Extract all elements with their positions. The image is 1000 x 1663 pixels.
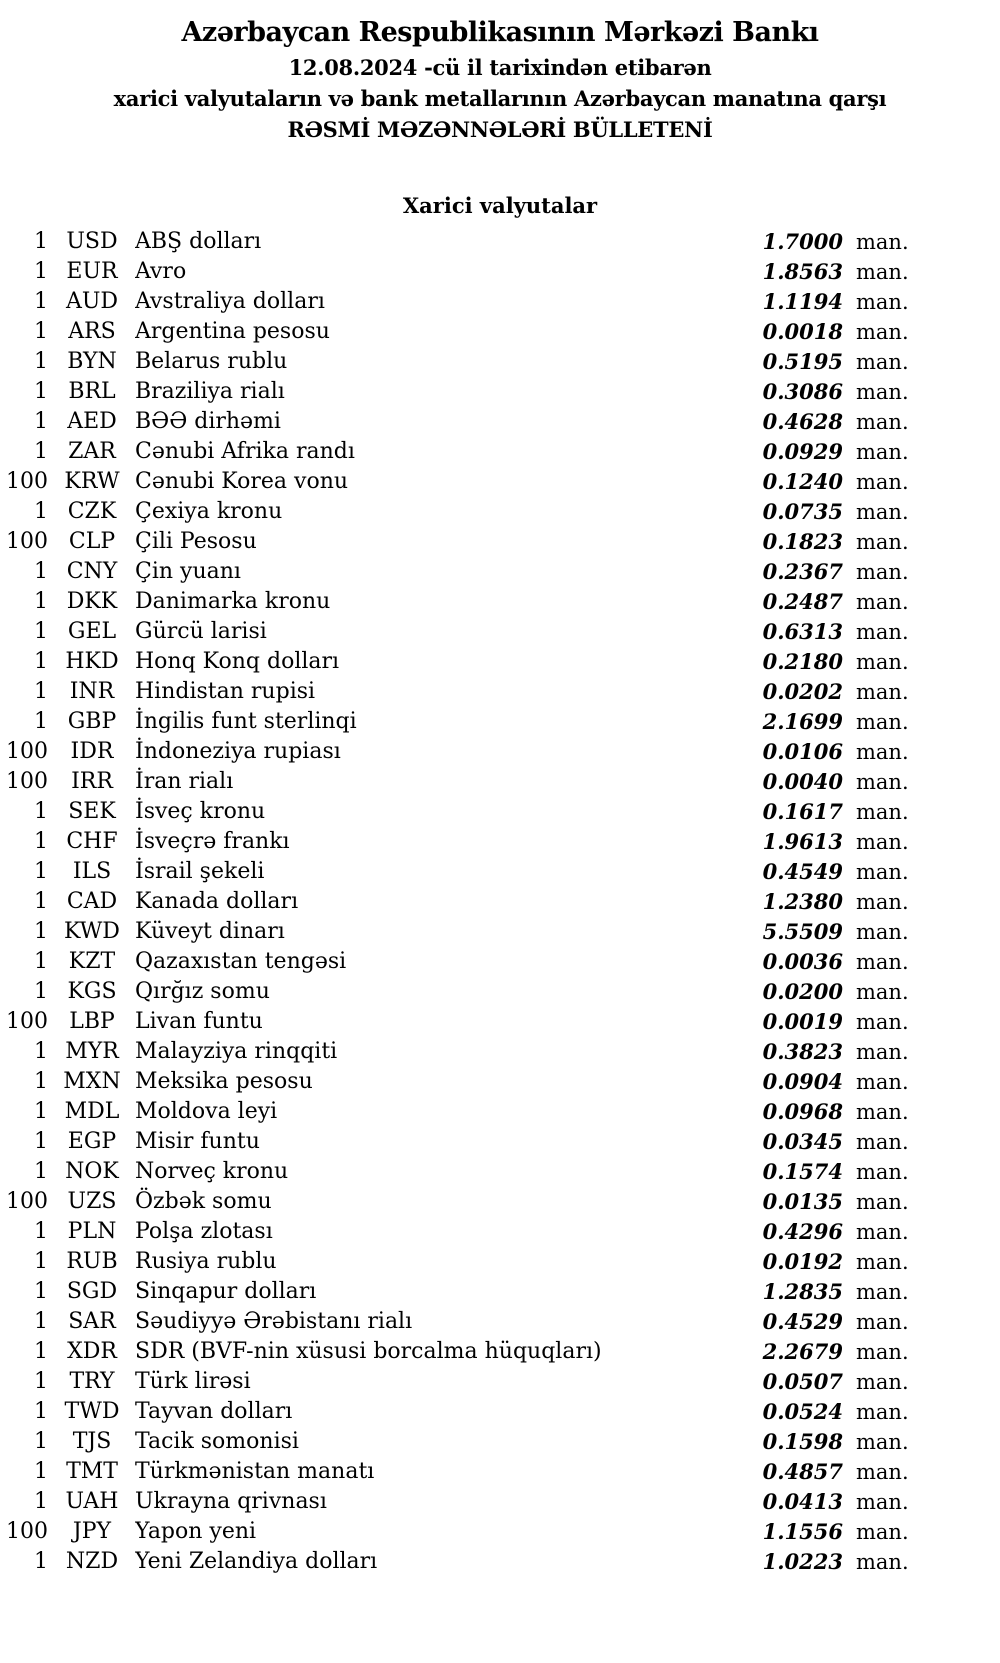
rate-row <box>0 947 1000 977</box>
currency-name: Yapon yeni <box>135 1519 257 1544</box>
currency-rate: 1.7000 <box>762 229 843 254</box>
currency-rate: 0.1574 <box>762 1159 843 1184</box>
currency-quantity: 1 <box>34 829 48 854</box>
currency-rate: 0.0735 <box>762 499 843 524</box>
currency-quantity: 1 <box>34 1369 48 1394</box>
currency-name: Sinqapur dolları <box>135 1279 317 1304</box>
currency-code: SAR <box>68 1309 116 1334</box>
currency-name: ABŞ dolları <box>135 229 262 254</box>
currency-name: Malayziya rinqqiti <box>135 1039 338 1064</box>
currency-code: CAD <box>66 889 118 914</box>
bank-title: Azərbaycan Respublikasının Mərkəzi Bankı <box>181 17 819 48</box>
currency-rate: 0.2367 <box>762 559 843 584</box>
currency-code: EGP <box>67 1129 117 1154</box>
rate-row <box>0 647 1000 677</box>
unit-label: man. <box>856 950 909 974</box>
currency-name: Türk lirəsi <box>135 1369 251 1394</box>
currency-quantity: 1 <box>34 1339 48 1364</box>
currency-code: GBP <box>67 709 117 734</box>
currency-quantity: 1 <box>34 1099 48 1124</box>
currency-quantity: 1 <box>34 979 48 1004</box>
unit-label: man. <box>856 620 909 644</box>
unit-label: man. <box>856 230 909 254</box>
currency-code: NZD <box>65 1549 119 1574</box>
rate-row <box>0 467 1000 497</box>
currency-quantity: 1 <box>34 949 48 974</box>
currency-rate: 2.1699 <box>762 709 843 734</box>
section-title-foreign-currencies: Xarici valyutalar <box>402 193 598 218</box>
unit-label: man. <box>856 560 909 584</box>
currency-rate: 0.4857 <box>762 1459 843 1484</box>
currency-name: İsveçrə frankı <box>135 829 290 854</box>
currency-name: Ukrayna qrivnası <box>135 1489 327 1514</box>
currency-name: Özbək somu <box>135 1189 272 1214</box>
currency-quantity: 1 <box>34 1549 48 1574</box>
currency-quantity: 1 <box>34 1309 48 1334</box>
currency-name: İngilis funt sterlinqi <box>135 709 357 734</box>
currency-rate: 1.1556 <box>762 1519 843 1544</box>
currency-code: UAH <box>65 1489 119 1514</box>
unit-label: man. <box>856 410 909 434</box>
rate-row <box>0 677 1000 707</box>
rate-row <box>0 737 1000 767</box>
currency-code: TJS <box>72 1429 112 1454</box>
rate-row <box>0 1367 1000 1397</box>
currency-code: CNY <box>66 559 118 584</box>
unit-label: man. <box>856 1310 909 1334</box>
unit-label: man. <box>856 350 909 374</box>
currency-code: SGD <box>66 1279 118 1304</box>
currency-name: Belarus rublu <box>135 349 288 374</box>
currency-rate: 0.2180 <box>762 649 843 674</box>
subject-line: xarici valyutaların və bank metallarının Azərbaycan manatına qarşı <box>113 86 887 111</box>
currency-code: TRY <box>69 1369 115 1394</box>
currency-name: BƏƏ dirhəmi <box>135 409 281 434</box>
rate-row <box>0 1517 1000 1547</box>
rate-row <box>0 977 1000 1007</box>
unit-label: man. <box>856 260 909 284</box>
rate-row <box>0 1277 1000 1307</box>
currency-rate: 1.0223 <box>762 1549 843 1574</box>
currency-rate: 0.0106 <box>762 739 843 764</box>
currency-code: IRR <box>71 769 113 794</box>
rate-row <box>0 1127 1000 1157</box>
currency-rate: 0.3823 <box>762 1039 843 1064</box>
currency-quantity: 1 <box>34 589 48 614</box>
currency-code: BYN <box>67 349 117 374</box>
currency-rate: 0.0507 <box>762 1369 843 1394</box>
currency-code: KWD <box>64 919 120 944</box>
currency-name: Danimarka kronu <box>135 589 331 614</box>
currency-rate: 0.0904 <box>762 1069 843 1094</box>
currency-code: UZS <box>67 1189 117 1214</box>
currency-quantity: 1 <box>34 229 48 254</box>
currency-name: İsrail şekeli <box>135 859 265 884</box>
currency-name: Moldova leyi <box>135 1099 278 1124</box>
rate-row <box>0 797 1000 827</box>
currency-code: NOK <box>65 1159 119 1184</box>
currency-quantity: 100 <box>6 529 48 554</box>
currency-rate: 0.2487 <box>762 589 843 614</box>
rate-row <box>0 527 1000 557</box>
currency-name: İran rialı <box>135 769 234 794</box>
currency-quantity: 1 <box>34 379 48 404</box>
currency-rate: 0.4296 <box>762 1219 843 1244</box>
unit-label: man. <box>856 380 909 404</box>
currency-code: LBP <box>69 1009 115 1034</box>
currency-quantity: 1 <box>34 679 48 704</box>
currency-code: DKK <box>66 589 118 614</box>
currency-rate: 1.9613 <box>762 829 843 854</box>
currency-quantity: 100 <box>6 739 48 764</box>
currency-name: Çin yuanı <box>135 559 241 584</box>
unit-label: man. <box>856 1550 909 1574</box>
currency-code: JPY <box>72 1519 112 1544</box>
bulletin-header <box>0 0 1000 145</box>
currency-rate: 1.2380 <box>762 889 843 914</box>
unit-label: man. <box>856 530 909 554</box>
currency-quantity: 1 <box>34 1129 48 1154</box>
unit-label: man. <box>856 830 909 854</box>
rate-row <box>0 1247 1000 1277</box>
currency-code: KZT <box>68 949 116 974</box>
rate-row <box>0 227 1000 257</box>
unit-label: man. <box>856 710 909 734</box>
currency-code: CHF <box>66 829 118 854</box>
currency-quantity: 1 <box>34 859 48 884</box>
currency-name: Avro <box>135 259 187 284</box>
unit-label: man. <box>856 680 909 704</box>
rate-row <box>0 407 1000 437</box>
rate-row <box>0 1217 1000 1247</box>
currency-rate: 0.1823 <box>762 529 843 554</box>
rate-row <box>0 1427 1000 1457</box>
currency-quantity: 1 <box>34 1039 48 1064</box>
currency-quantity: 1 <box>34 259 48 284</box>
rate-row <box>0 1487 1000 1517</box>
currency-quantity: 1 <box>34 1069 48 1094</box>
currency-code: MYR <box>65 1039 119 1064</box>
currency-name: Tayvan dolları <box>135 1399 293 1424</box>
currency-code: XDR <box>67 1339 117 1364</box>
rate-row <box>0 1307 1000 1337</box>
currency-code: SEK <box>68 799 116 824</box>
currency-name: Avstraliya dolları <box>135 289 325 314</box>
rate-row <box>0 917 1000 947</box>
currency-quantity: 1 <box>34 649 48 674</box>
currency-name: Meksika pesosu <box>135 1069 313 1094</box>
unit-label: man. <box>856 1070 909 1094</box>
unit-label: man. <box>856 770 909 794</box>
currency-quantity: 100 <box>6 1519 48 1544</box>
currency-quantity: 1 <box>34 319 48 344</box>
currency-quantity: 1 <box>34 409 48 434</box>
currency-rate: 0.0019 <box>762 1009 843 1034</box>
currency-quantity: 1 <box>34 799 48 824</box>
rate-row <box>0 437 1000 467</box>
unit-label: man. <box>856 1490 909 1514</box>
rates-table <box>0 227 1000 1577</box>
rate-row <box>0 707 1000 737</box>
currency-code: TMT <box>66 1459 118 1484</box>
currency-rate: 0.6313 <box>762 619 843 644</box>
currency-quantity: 100 <box>6 769 48 794</box>
unit-label: man. <box>856 1220 909 1244</box>
currency-code: ZAR <box>68 439 116 464</box>
currency-code: ARS <box>68 319 116 344</box>
unit-label: man. <box>856 980 909 1004</box>
currency-quantity: 1 <box>34 1429 48 1454</box>
unit-label: man. <box>856 320 909 344</box>
currency-name: Misir funtu <box>135 1129 260 1154</box>
currency-code: KRW <box>64 469 120 494</box>
currency-rate: 0.0192 <box>762 1249 843 1274</box>
currency-quantity: 1 <box>34 1489 48 1514</box>
currency-quantity: 1 <box>34 1159 48 1184</box>
currency-rate: 0.0200 <box>762 979 843 1004</box>
unit-label: man. <box>856 1040 909 1064</box>
bulletin-name-line: RƏSMİ MƏZƏNNƏLƏRİ BÜLLETENİ <box>287 117 713 142</box>
unit-label: man. <box>856 920 909 944</box>
currency-name: İndoneziya rupiası <box>135 739 341 764</box>
currency-rate: 1.2835 <box>762 1279 843 1304</box>
currency-name: Argentina pesosu <box>135 319 330 344</box>
currency-name: Qazaxıstan tengəsi <box>135 949 347 974</box>
currency-quantity: 1 <box>34 1459 48 1484</box>
currency-code: AUD <box>65 289 119 314</box>
rate-row <box>0 287 1000 317</box>
unit-label: man. <box>856 1190 909 1214</box>
unit-label: man. <box>856 290 909 314</box>
currency-rate: 0.1617 <box>762 799 843 824</box>
currency-name: Hindistan rupisi <box>135 679 316 704</box>
currency-code: ILS <box>72 859 112 884</box>
currency-rate: 0.4529 <box>762 1309 843 1334</box>
currency-rate: 1.8563 <box>762 259 843 284</box>
unit-label: man. <box>856 650 909 674</box>
currency-quantity: 1 <box>34 889 48 914</box>
currency-rate: 0.0345 <box>762 1129 843 1154</box>
currency-quantity: 100 <box>6 469 48 494</box>
effective-date-line: 12.08.2024 -cü il tarixindən etibarən <box>288 55 712 80</box>
unit-label: man. <box>856 1250 909 1274</box>
currency-name: Polşa zlotası <box>135 1219 273 1244</box>
currency-quantity: 1 <box>34 1399 48 1424</box>
rate-row <box>0 1067 1000 1097</box>
currency-quantity: 1 <box>34 289 48 314</box>
currency-rate: 0.0524 <box>762 1399 843 1424</box>
rate-row <box>0 1037 1000 1067</box>
currency-name: Tacik somonisi <box>135 1429 299 1454</box>
currency-code: HKD <box>65 649 119 674</box>
currency-rate: 0.0929 <box>762 439 843 464</box>
rate-row <box>0 1097 1000 1127</box>
currency-code: RUB <box>66 1249 118 1274</box>
rate-row <box>0 767 1000 797</box>
currency-code: PLN <box>67 1219 117 1244</box>
currency-code: BRL <box>68 379 116 404</box>
currency-name: Cənubi Afrika randı <box>135 439 355 464</box>
currency-rate: 0.4628 <box>762 409 843 434</box>
currency-quantity: 100 <box>6 1189 48 1214</box>
currency-code: INR <box>69 679 115 704</box>
currency-quantity: 100 <box>6 1009 48 1034</box>
unit-label: man. <box>856 860 909 884</box>
currency-rate: 0.0135 <box>762 1189 843 1214</box>
currency-name: Gürcü larisi <box>135 619 267 644</box>
unit-label: man. <box>856 1520 909 1544</box>
currency-code: IDR <box>70 739 114 764</box>
unit-label: man. <box>856 1280 909 1304</box>
unit-label: man. <box>856 590 909 614</box>
currency-quantity: 1 <box>34 1219 48 1244</box>
currency-rate: 0.0413 <box>762 1489 843 1514</box>
unit-label: man. <box>856 1100 909 1124</box>
currency-quantity: 1 <box>34 559 48 584</box>
unit-label: man. <box>856 1130 909 1154</box>
currency-rate: 0.0968 <box>762 1099 843 1124</box>
rate-row <box>0 1547 1000 1577</box>
currency-code: CLP <box>68 529 116 554</box>
currency-code: CZK <box>67 499 117 524</box>
currency-quantity: 1 <box>34 1279 48 1304</box>
currency-rate: 5.5509 <box>762 919 843 944</box>
currency-name: Yeni Zelandiya dolları <box>135 1549 378 1574</box>
rate-row <box>0 317 1000 347</box>
currency-rate: 0.1240 <box>762 469 843 494</box>
rate-row <box>0 557 1000 587</box>
rate-row <box>0 497 1000 527</box>
currency-quantity: 1 <box>34 709 48 734</box>
unit-label: man. <box>856 1340 909 1364</box>
rate-row <box>0 617 1000 647</box>
currency-name: Qırğız somu <box>135 979 270 1004</box>
currency-name: Honq Konq dolları <box>135 649 340 674</box>
currency-rate: 0.0036 <box>762 949 843 974</box>
rate-row <box>0 1397 1000 1427</box>
currency-quantity: 1 <box>34 1249 48 1274</box>
unit-label: man. <box>856 1400 909 1424</box>
currency-rate: 0.4549 <box>762 859 843 884</box>
currency-code: GEL <box>67 619 117 644</box>
currency-name: Çili Pesosu <box>135 529 257 554</box>
currency-name: Cənubi Korea vonu <box>135 469 349 494</box>
currency-name: Səudiyyə Ərəbistanı rialı <box>135 1309 413 1334</box>
currency-rate: 0.3086 <box>762 379 843 404</box>
unit-label: man. <box>856 1370 909 1394</box>
currency-name: Norveç kronu <box>135 1159 289 1184</box>
currency-rate: 2.2679 <box>762 1339 843 1364</box>
rate-row <box>0 377 1000 407</box>
unit-label: man. <box>856 800 909 824</box>
currency-name: Kanada dolları <box>135 889 299 914</box>
unit-label: man. <box>856 1160 909 1184</box>
rate-row <box>0 347 1000 377</box>
currency-rate: 0.5195 <box>762 349 843 374</box>
unit-label: man. <box>856 1460 909 1484</box>
currency-code: EUR <box>66 259 118 284</box>
unit-label: man. <box>856 470 909 494</box>
unit-label: man. <box>856 890 909 914</box>
currency-name: Çexiya kronu <box>135 499 283 524</box>
currency-code: AED <box>67 409 117 434</box>
unit-label: man. <box>856 1430 909 1454</box>
currency-rate: 1.1194 <box>762 289 843 314</box>
rate-row <box>0 1007 1000 1037</box>
unit-label: man. <box>856 1010 909 1034</box>
rate-row <box>0 1157 1000 1187</box>
currency-quantity: 1 <box>34 919 48 944</box>
rate-row <box>0 1187 1000 1217</box>
currency-name: Braziliya rialı <box>135 379 285 404</box>
rate-row <box>0 1337 1000 1367</box>
currency-name: Küveyt dinarı <box>135 919 285 944</box>
currency-code: MDL <box>64 1099 120 1124</box>
currency-code: USD <box>66 229 118 254</box>
currency-name: Rusiya rublu <box>135 1249 277 1274</box>
rate-row <box>0 857 1000 887</box>
unit-label: man. <box>856 500 909 524</box>
currency-name: İsveç kronu <box>135 799 266 824</box>
currency-name: Livan funtu <box>135 1009 263 1034</box>
currency-quantity: 1 <box>34 619 48 644</box>
unit-label: man. <box>856 740 909 764</box>
rate-row <box>0 257 1000 287</box>
currency-quantity: 1 <box>34 439 48 464</box>
currency-rate: 0.1598 <box>762 1429 843 1454</box>
currency-code: TWD <box>64 1399 120 1424</box>
currency-rate: 0.0202 <box>762 679 843 704</box>
currency-code: KGS <box>67 979 117 1004</box>
currency-rate: 0.0040 <box>762 769 843 794</box>
rate-row <box>0 587 1000 617</box>
currency-name: Türkmənistan manatı <box>135 1459 375 1484</box>
currency-code: MXN <box>63 1069 121 1094</box>
rate-row <box>0 1457 1000 1487</box>
currency-rate: 0.0018 <box>762 319 843 344</box>
currency-quantity: 1 <box>34 499 48 524</box>
currency-quantity: 1 <box>34 349 48 374</box>
unit-label: man. <box>856 440 909 464</box>
rate-row <box>0 827 1000 857</box>
currency-name: SDR (BVF-nin xüsusi borcalma hüquqları) <box>135 1339 602 1364</box>
rate-row <box>0 887 1000 917</box>
